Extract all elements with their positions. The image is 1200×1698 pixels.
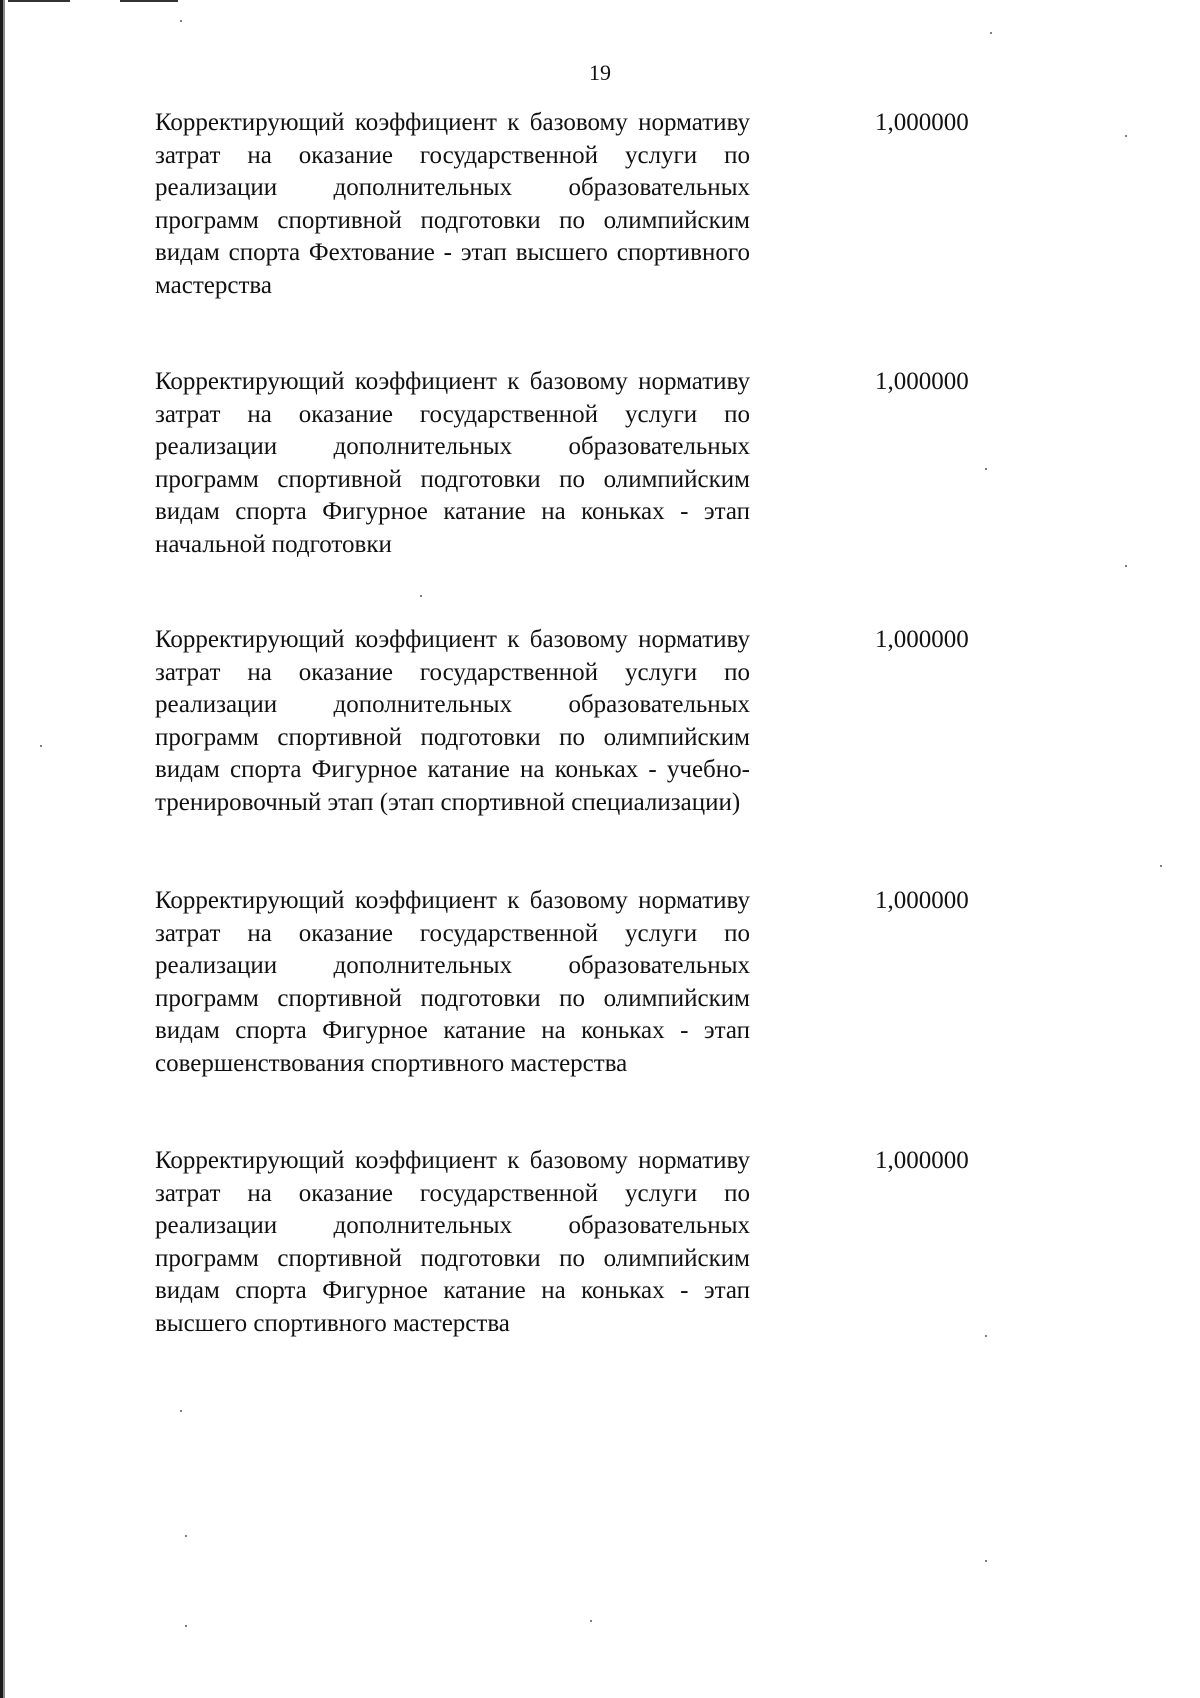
scan-left-edge-shadow [3, 0, 5, 1698]
scan-top-mark [120, 0, 178, 2]
scan-top-mark [8, 0, 70, 2]
scan-speck [990, 32, 992, 34]
entry-description: Корректирующий коэффициент к базовому нормативу затрат на оказание государственной услуги по реализации дополнительных образовательных программ спортивной подготовки по олимпийским видам спорта Фигурное катание на коньках - этап начальной подготовки [155, 368, 750, 558]
scan-speck [40, 745, 42, 747]
entry-description: Корректирующий коэффициент к базовому нормативу затрат на оказание государственной услуги по реализации дополнительных образовательных программ спортивной подготовки по олимпийским видам спорта Фигурное катание на коньках - этап высшего спортивного мастерства [155, 1147, 750, 1337]
entry-value: 1,000000 [875, 626, 969, 653]
scan-speck [1160, 865, 1162, 867]
scan-speck [420, 595, 422, 597]
scan-speck [985, 1335, 987, 1337]
entry-value: 1,000000 [875, 887, 969, 914]
entry-description: Корректирующий коэффициент к базовому нормативу затрат на оказание государственной услуги по реализации дополнительных образовательных программ спортивной подготовки по олимпийским видам спорта Фехтование - этап высшего спортивного мастерства [155, 109, 750, 299]
entry-value: 1,000000 [875, 109, 969, 136]
scan-speck [185, 1625, 187, 1627]
entry-value: 1,000000 [875, 1147, 969, 1174]
scan-speck [1125, 565, 1127, 567]
scan-speck [590, 1620, 592, 1622]
entry-description: Корректирующий коэффициент к базовому нормативу затрат на оказание государственной услуги по реализации дополнительных образовательных программ спортивной подготовки по олимпийским видам спорта Фигурное катание на коньках - этап совершенствования спортивного мастерства [155, 887, 750, 1077]
entry-value: 1,000000 [875, 368, 969, 395]
scan-speck [180, 1410, 182, 1412]
scan-speck [180, 20, 182, 22]
scan-speck [985, 468, 987, 470]
page-number: 19 [589, 60, 611, 85]
entry-description: Корректирующий коэффициент к базовому нормативу затрат на оказание государственной услуги по реализации дополнительных образовательных программ спортивной подготовки по олимпийским видам спорта Фигурное катание на коньках - учебно-тренировочный этап (этап спортивной специализации) [155, 626, 750, 816]
scan-speck [185, 1535, 187, 1537]
scan-speck [985, 1560, 987, 1562]
